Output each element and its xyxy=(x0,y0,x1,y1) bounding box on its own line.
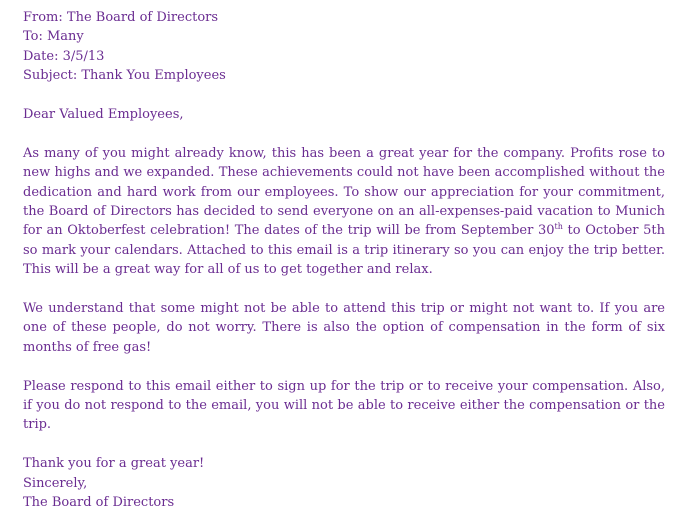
paragraph-announcement-part1: As many of you might already know, this has been a great year for the company. Profits rose to new highs and we expanded. These achievements could not have been accomplished without the dedication and hard work from our employees. To show our appreciation for your commitment, the Board of Directors has decided to send everyone on an all-expenses-paid vacation to Munich for an Oktoberfest celebration! The dates of the trip will be from September 30 xyxy=(23,145,665,239)
date-line: Date: 3/5/13 xyxy=(23,48,105,64)
spacer xyxy=(23,124,665,143)
greeting: Dear Valued Employees, xyxy=(23,107,184,123)
to-line: To: Many xyxy=(23,29,84,45)
paragraph-announcement-part2: to October 5th so mark your calendars. Attached to this email is a trip itinerary so you can enjoy the trip better. This will be a great way for all of us to get together and relax. xyxy=(23,223,665,278)
spacer xyxy=(23,435,665,454)
email-document xyxy=(23,8,665,512)
email-closing xyxy=(23,454,665,512)
paragraph-compensation: We understand that some might not be able to attend this trip or might not want to. If you are one of these people, do not worry. There is also the option of compensation in the form of six months of free gas! xyxy=(23,301,665,355)
signoff-line: Sincerely, xyxy=(23,475,88,491)
spacer xyxy=(23,357,665,376)
signature-line: The Board of Directors xyxy=(23,495,175,511)
spacer xyxy=(23,280,665,299)
from-line: From: The Board of Directors xyxy=(23,10,219,25)
thanks-line: Thank you for a great year! xyxy=(23,456,205,472)
email-header xyxy=(23,8,665,86)
subject-line: Subject: Thank You Employees xyxy=(23,68,226,84)
spacer xyxy=(23,86,665,105)
ordinal-suffix: th xyxy=(554,222,563,232)
paragraph-respond: Please respond to this email either to sign up for the trip or to receive your compensation. Also, if you do not respond to the email, you will not be able to receive either the compensation or the trip. xyxy=(23,378,665,433)
paragraph-announcement xyxy=(23,144,665,280)
